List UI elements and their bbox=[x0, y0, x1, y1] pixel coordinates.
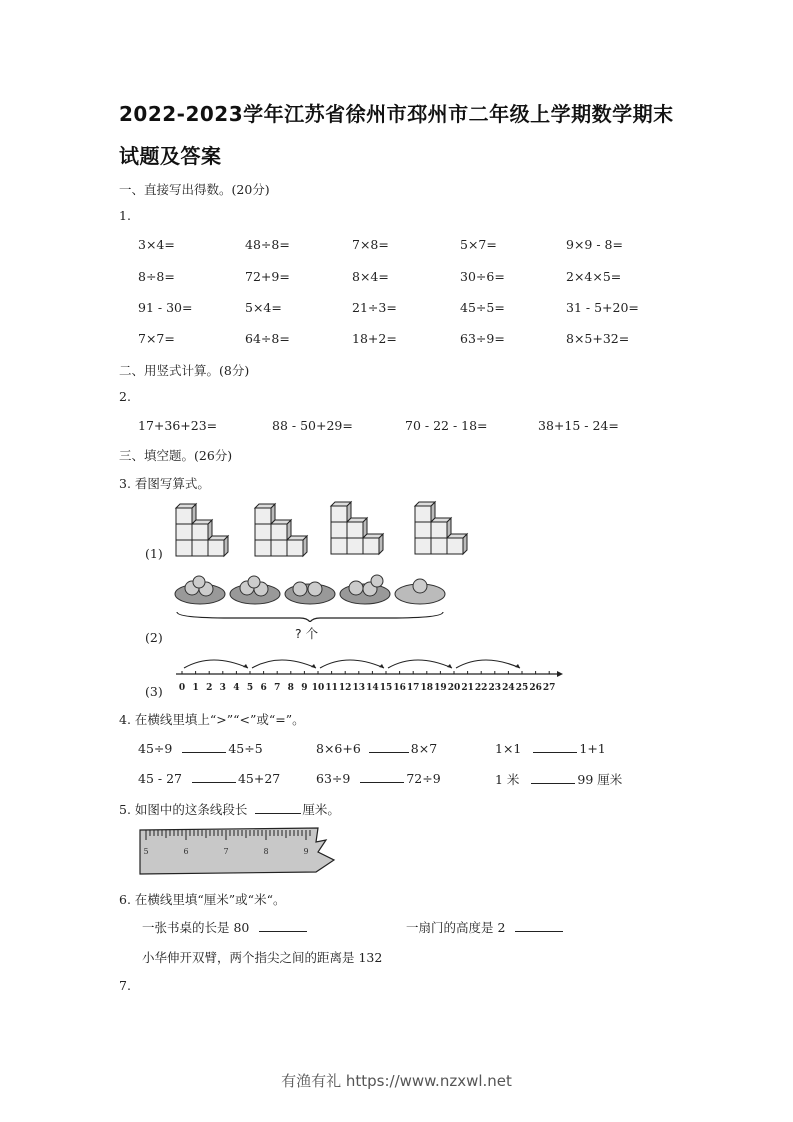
compare-item bbox=[495, 740, 606, 756]
q6-item2 bbox=[406, 918, 563, 936]
svg-text:15: 15 bbox=[379, 683, 393, 693]
answer-blank[interactable] bbox=[533, 740, 577, 753]
answer-blank[interactable] bbox=[192, 770, 236, 783]
svg-text:9: 9 bbox=[303, 847, 309, 856]
q3-text: 3. 看图写算式。 bbox=[119, 476, 210, 491]
q6-item3: 小华伸开双臂，两个指尖之间的距离是 132 bbox=[142, 950, 383, 965]
svg-text:10: 10 bbox=[311, 683, 325, 693]
answer-blank[interactable] bbox=[259, 919, 307, 932]
vertical-calc-item: 88 - 50+29= bbox=[272, 418, 353, 433]
compare-right: 72÷9 bbox=[406, 771, 441, 786]
svg-text:18: 18 bbox=[420, 683, 434, 693]
svg-text:7: 7 bbox=[274, 683, 281, 693]
compare-left: 45÷9 bbox=[138, 741, 173, 756]
svg-text:14: 14 bbox=[366, 683, 379, 693]
compare-item bbox=[316, 740, 437, 756]
q6-item2-text: 一扇门的高度是 2 bbox=[406, 920, 506, 935]
compare-right: 45+27 bbox=[237, 771, 281, 786]
vertical-calc-item: 38+15 - 24= bbox=[538, 418, 619, 433]
svg-text:5: 5 bbox=[143, 847, 149, 856]
svg-text:3: 3 bbox=[219, 683, 226, 693]
calc-item: 63÷9= bbox=[460, 331, 505, 346]
answer-blank[interactable] bbox=[531, 771, 575, 784]
q6-item1 bbox=[142, 918, 307, 936]
calc-item: 48÷8= bbox=[245, 237, 290, 252]
ruler-figure bbox=[138, 826, 350, 876]
svg-text:23: 23 bbox=[488, 683, 502, 693]
calc-item: 21÷3= bbox=[352, 300, 397, 315]
vertical-calc-item: 70 - 22 - 18= bbox=[405, 418, 488, 433]
svg-text:22: 22 bbox=[474, 683, 488, 693]
svg-text:19: 19 bbox=[434, 683, 447, 693]
compare-left: 8×6+6 bbox=[316, 741, 361, 756]
section2-heading: 二、用竖式计算。(8分) bbox=[119, 363, 250, 378]
document-title-line2: 试题及答案 bbox=[119, 144, 222, 168]
calc-item: 2×4×5= bbox=[566, 269, 622, 284]
svg-text:27: 27 bbox=[542, 683, 556, 693]
compare-right: 99 厘米 bbox=[577, 772, 623, 787]
svg-text:0: 0 bbox=[178, 683, 186, 693]
svg-text:17: 17 bbox=[406, 683, 420, 693]
calc-item: 30÷6= bbox=[460, 269, 505, 284]
section1-heading: 一、直接写出得数。(20分) bbox=[119, 182, 270, 197]
compare-item bbox=[316, 770, 441, 786]
svg-text:20: 20 bbox=[447, 683, 461, 693]
calc-item: 8×4= bbox=[352, 269, 389, 284]
compare-right: 8×7 bbox=[410, 741, 438, 756]
calc-item: 18+2= bbox=[352, 331, 397, 346]
q2-label: 2. bbox=[119, 389, 131, 404]
calc-item: 45÷5= bbox=[460, 300, 505, 315]
answer-blank[interactable] bbox=[255, 801, 301, 814]
q3-sub2-caption: ? 个 bbox=[295, 626, 319, 641]
q6-item1-text: 一张书桌的长是 80 bbox=[142, 920, 250, 935]
svg-text:25: 25 bbox=[515, 683, 529, 693]
compare-right: 45÷5 bbox=[228, 741, 263, 756]
q5-text-before: 5. 如图中的这条线段长 bbox=[119, 802, 248, 817]
footer-watermark: 有渔有礼 https://www.nzxwl.net bbox=[281, 1072, 512, 1090]
calc-item: 8÷8= bbox=[138, 269, 175, 284]
answer-blank[interactable] bbox=[369, 740, 409, 753]
answer-blank[interactable] bbox=[360, 770, 404, 783]
compare-item bbox=[138, 770, 280, 786]
document-title-line1: 2022-2023学年江苏省徐州市邳州市二年级上学期数学期末 bbox=[119, 102, 674, 126]
q3-sub2-label: (2) bbox=[145, 630, 163, 645]
svg-text:5: 5 bbox=[246, 683, 254, 693]
number-line-figure bbox=[172, 654, 564, 696]
svg-text:4: 4 bbox=[233, 683, 240, 693]
svg-text:1: 1 bbox=[192, 683, 199, 693]
vertical-calc-item: 17+36+23= bbox=[138, 418, 218, 433]
q4-text: 4. 在横线里填上“>”“<”或“=”。 bbox=[119, 712, 305, 727]
svg-text:7: 7 bbox=[223, 847, 229, 856]
svg-text:8: 8 bbox=[263, 847, 269, 856]
svg-text:12: 12 bbox=[338, 683, 352, 693]
q3-sub3-label: (3) bbox=[145, 684, 163, 699]
q6-text: 6. 在横线里填“厘米”或“米“。 bbox=[119, 892, 286, 907]
calc-item: 8×5+32= bbox=[566, 331, 630, 346]
compare-left: 1 米 bbox=[495, 772, 520, 787]
calc-item: 5×4= bbox=[245, 300, 282, 315]
calc-item: 72+9= bbox=[245, 269, 290, 284]
svg-text:16: 16 bbox=[393, 683, 406, 693]
svg-text:21: 21 bbox=[461, 683, 474, 693]
compare-left: 1×1 bbox=[495, 741, 522, 756]
compare-left: 63÷9 bbox=[316, 771, 351, 786]
svg-text:6: 6 bbox=[183, 847, 189, 856]
svg-text:2: 2 bbox=[206, 683, 213, 693]
compare-item bbox=[495, 770, 622, 788]
answer-blank[interactable] bbox=[182, 740, 226, 753]
compare-left: 45 - 27 bbox=[138, 771, 182, 786]
calc-item: 7×7= bbox=[138, 331, 175, 346]
q7-label: 7. bbox=[119, 978, 131, 993]
section3-heading: 三、填空题。(26分) bbox=[119, 448, 233, 463]
calc-item: 5×7= bbox=[460, 237, 497, 252]
svg-text:9: 9 bbox=[301, 683, 308, 693]
fruit-plates-figure bbox=[170, 572, 450, 622]
svg-text:24: 24 bbox=[502, 683, 515, 693]
calc-item: 9×9 - 8= bbox=[566, 237, 623, 252]
calc-item: 91 - 30= bbox=[138, 300, 193, 315]
calc-item: 3×4= bbox=[138, 237, 175, 252]
q5-text-after: 厘米。 bbox=[302, 802, 340, 817]
cube-stacks-figure bbox=[170, 498, 480, 560]
answer-blank[interactable] bbox=[515, 919, 563, 932]
svg-text:11: 11 bbox=[325, 683, 338, 693]
q3-sub1-label: (1) bbox=[145, 546, 163, 561]
svg-text:26: 26 bbox=[529, 683, 542, 693]
svg-text:6: 6 bbox=[260, 683, 267, 693]
q5-text bbox=[119, 800, 340, 818]
calc-item: 7×8= bbox=[352, 237, 389, 252]
calc-item: 31 - 5+20= bbox=[566, 300, 639, 315]
svg-text:8: 8 bbox=[287, 683, 294, 693]
compare-item bbox=[138, 740, 263, 756]
calc-item: 64÷8= bbox=[245, 331, 290, 346]
svg-text:13: 13 bbox=[352, 683, 366, 693]
q1-label: 1. bbox=[119, 208, 131, 223]
compare-right: 1+1 bbox=[579, 741, 606, 756]
